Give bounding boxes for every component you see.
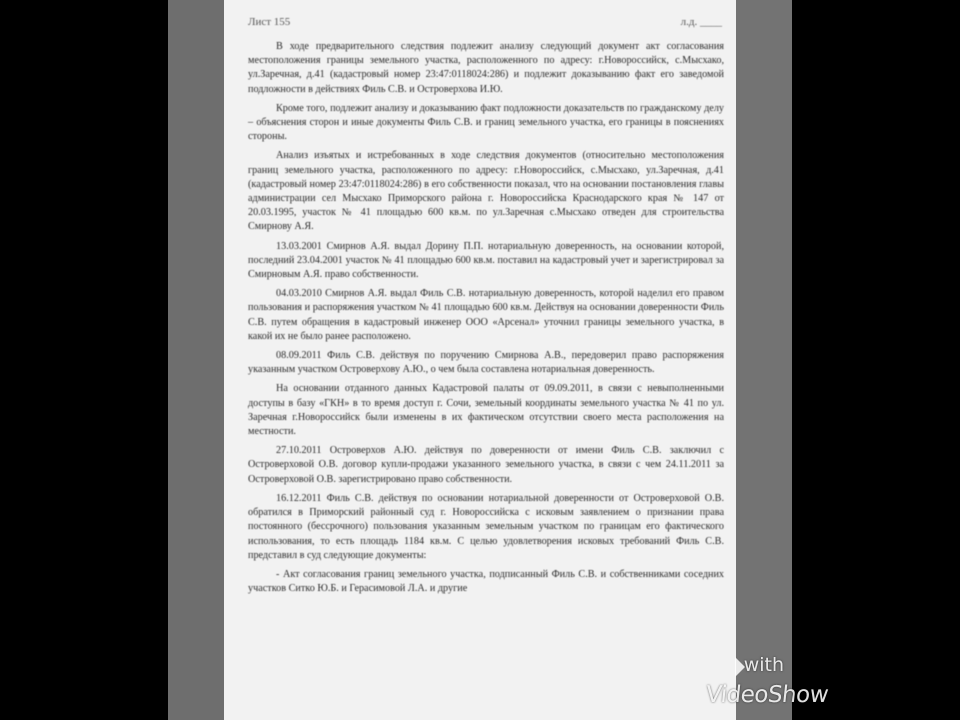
case-sheet-label: л.д. ____ (680, 16, 722, 28)
watermark-brand: VideoShow (704, 682, 830, 708)
left-gray-bar (168, 0, 224, 720)
paragraph: 13.03.2001 Смирнов А.Я. выдал Дорину П.П. нотариальную доверенность, на основании которой, последний 23.04.2001 участок № 41 площадью 600 кв.м. поставил на кадастровый учет и зарегистрировал за Смирновым А.Я. право собственности. (248, 240, 724, 281)
page-header (248, 14, 724, 36)
paragraph: На основании отданного данных Кадастровой палаты от 09.09.2011, в связи с невыполненными доступы в базу «ГКН» в то время доступ г. Сочи, земельный координаты земельного участка № 41 по ул. Заречная г.Новороссийск были изменены в их фактическом отсутствии своего места расположения на местности. (248, 383, 724, 438)
document-page (224, 0, 736, 720)
document-body (248, 40, 724, 596)
paragraph: Анализ изъятых и истребованных в ходе следствия документов (относительно местоположения границ земельного участка, расположенного по адресу: г.Новороссийск, с.Мысхако, ул.Заречная, д.41 (кадастровый номер 23:47:0118024:286) в его собственности показал, что на основании постановления главы администрации сел Мысхако Приморского района г. Новороссийска Краснодарского края № 147 от 20.03.1995, участок № 41 площадью 600 кв.м. по ул.Заречная с.Мысхако отведен для строительства Смирнову А.Я. (248, 150, 724, 233)
paragraph: 04.03.2010 Смирнов А.Я. выдал Филь С.В. нотариальную доверенность, которой наделил его правом пользования и распоряжения участком № 41 площадью 600 кв.м. Действуя на основании доверенности Филь С.В. путем обращения в кадастровый инженер ООО «Арсенал» уточнил границы земельного участка, в какой их не было ранее расположено. (248, 288, 724, 342)
videoshow-watermark (704, 648, 830, 718)
right-gray-bar (736, 0, 792, 720)
paragraph: 16.12.2011 Филь С.В. действуя по основании нотариальной доверенности от Островерховой О.В. обратился в Приморский районный суд г. Новороссийска с исковым заявлением о признании права постоянного (бессрочного) пользования указанным земельным участком по границам его фактического использования, то есть площадь 1184 кв.м. С целью удовлетворения исковых требований Филь С.В. представил в суд следующие документы: (248, 492, 724, 561)
paragraph: Кроме того, подлежит анализу и доказыванию факт подложности доказательств по гражданскому делу – объяснения сторон и иные документы Филь С.В. и границ земельного участка, его границы в пояснениях стороны. (248, 102, 724, 143)
page-content (248, 14, 724, 720)
paragraph: - Акт согласования границ земельного участка, подписанный Филь С.В. и собственниками соседних участков Ситко Ю.Б. и Герасимовой Л.А. и другие (248, 568, 724, 595)
page-number-label: Лист 155 (248, 16, 291, 28)
watermark-with-text: with (743, 654, 784, 676)
paragraph: В ходе предварительного следствия подлежит анализу следующий документ акт согласования местоположения границы земельного участка, расположенного по адресу: г.Новороссийск, с.Мысхако, ул.Заречная, д.41 (кадастровый номер 23:47:0118024:286) и подлежит доказыванию факт его заведомой подложности в действиях Филь С.В. и Островерхова И.Ю. (248, 41, 724, 95)
paragraph: 27.10.2011 Островерхов А.Ю. действуя по доверенности от имени Филь С.В. заключил с Островерховой О.В. договор купли-продажи указанного земельного участка, в связи с чем 24.11.2011 за Островерховой О.В. зарегистрировано право собственности. (248, 445, 724, 485)
paragraph: 08.09.2011 Филь С.В. действуя по поручению Смирнова А.В., передоверил право распоряжения указанным участком Островерхову А.Ю., о чем была составлена нотариальная доверенность. (248, 350, 724, 376)
